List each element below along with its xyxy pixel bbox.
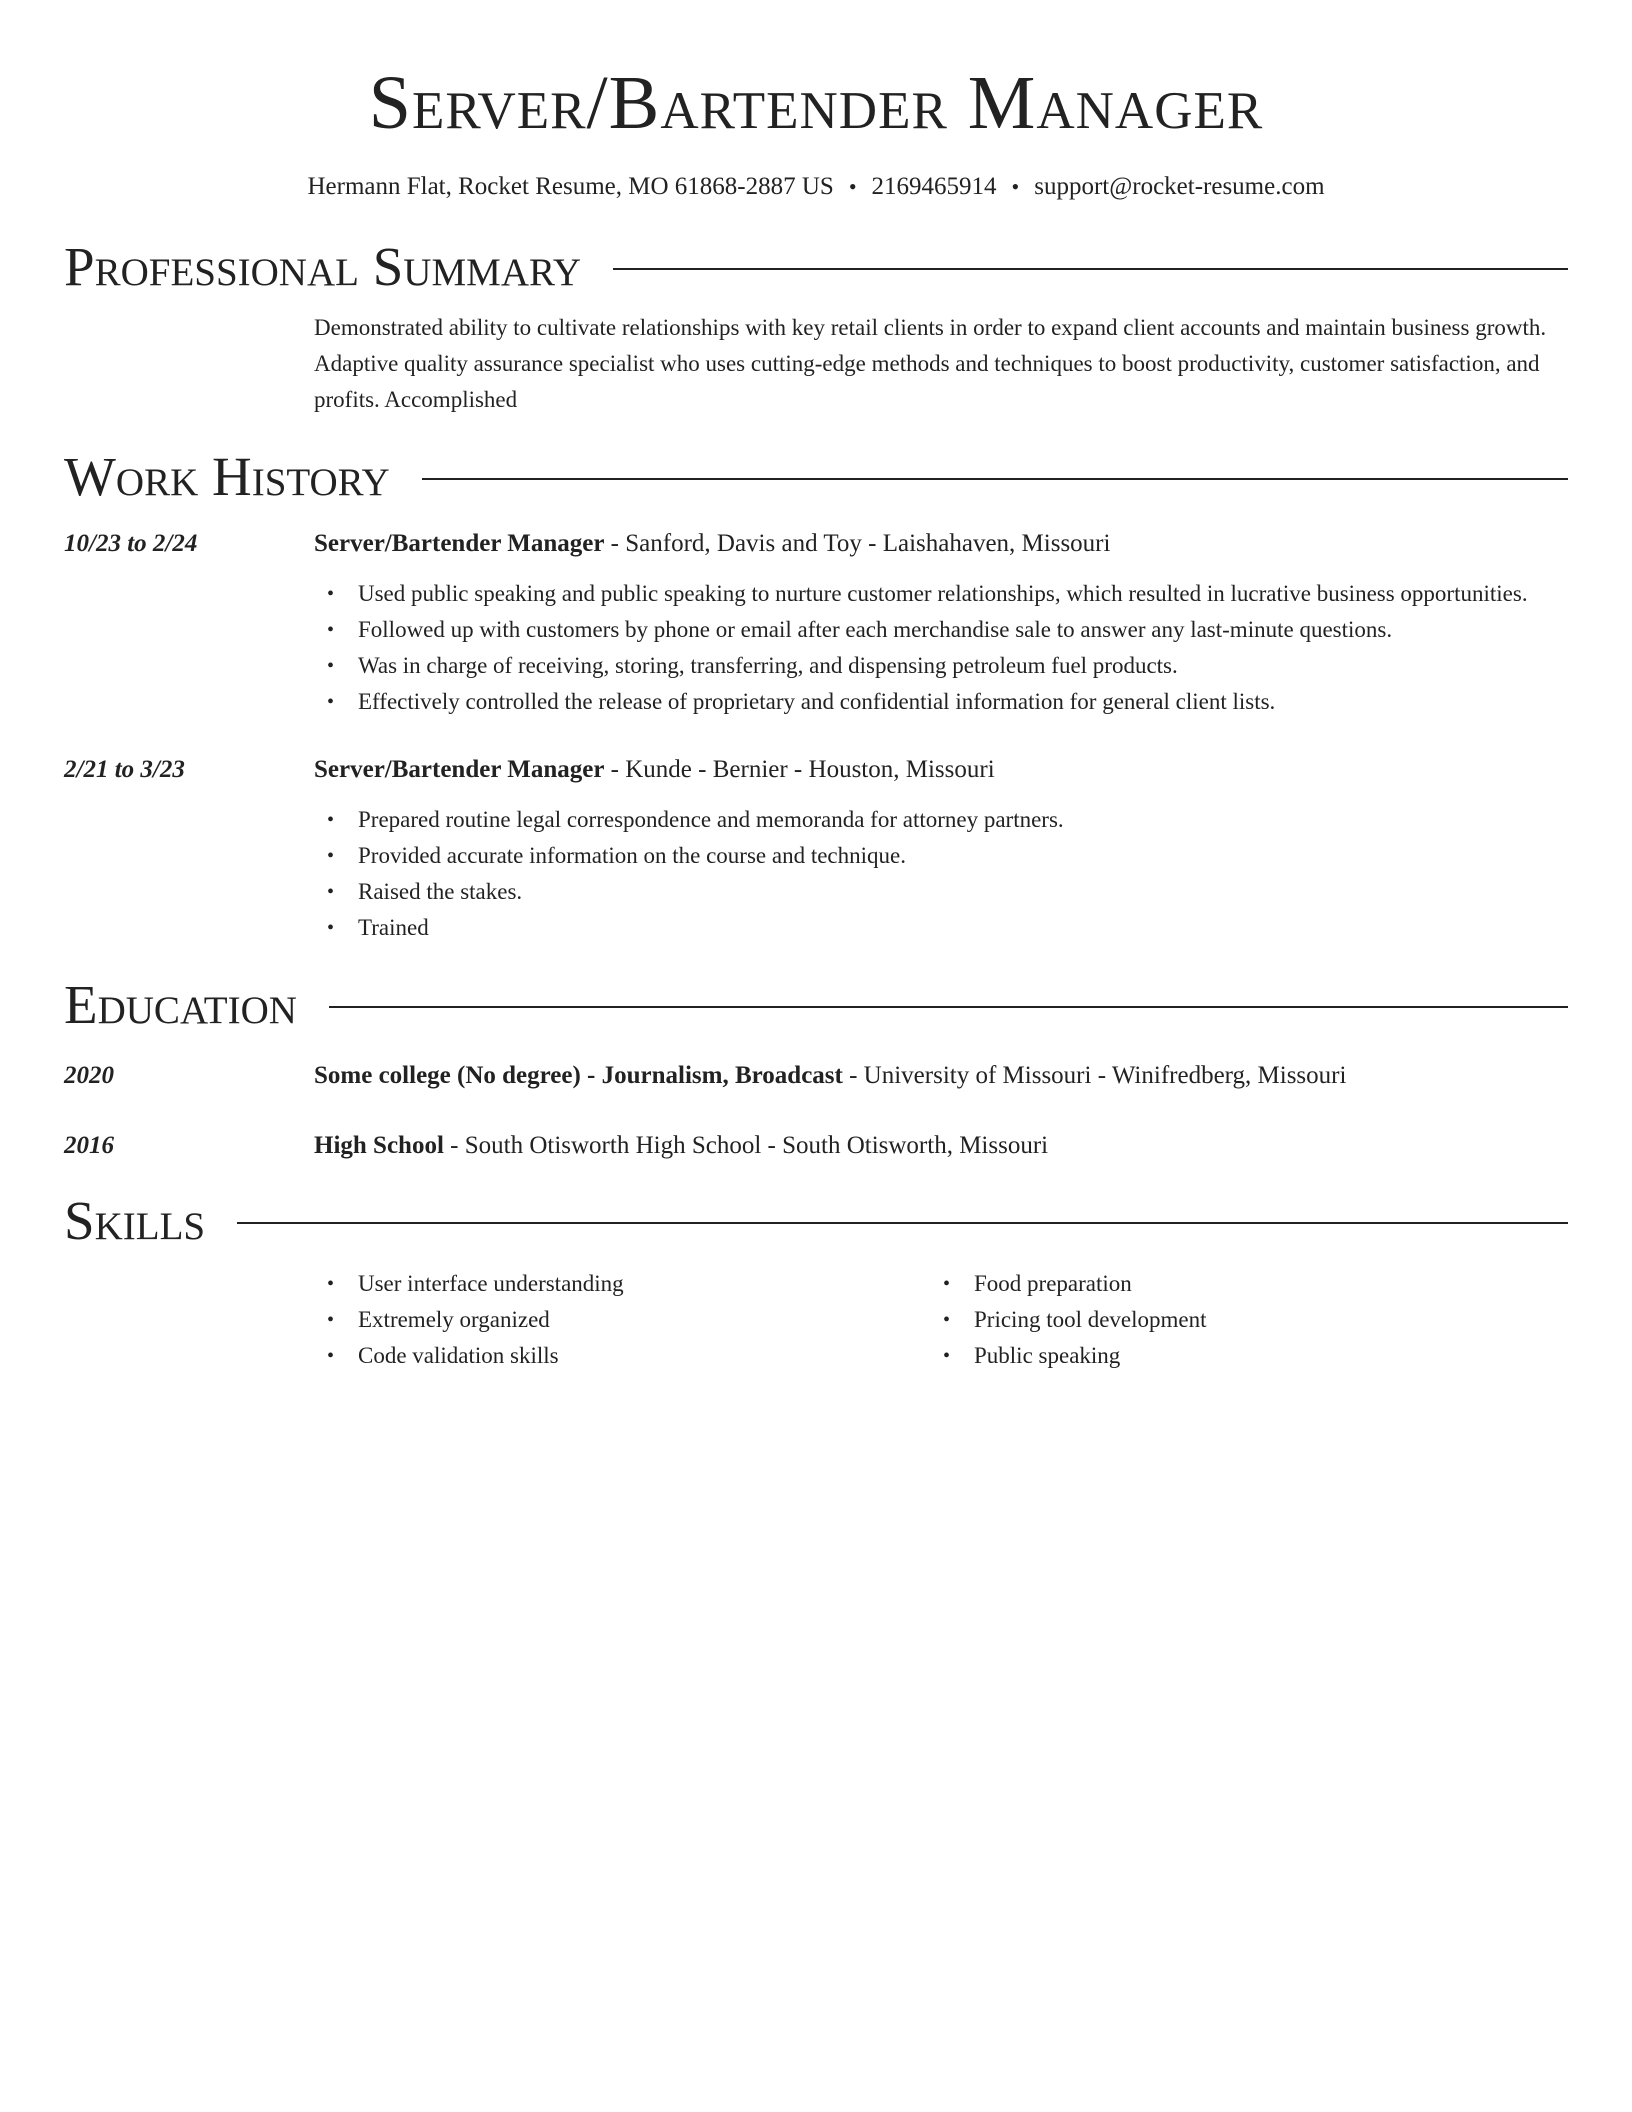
education-line [314, 1128, 1568, 1164]
job-title-line [314, 526, 1568, 562]
skills-title: Skills [64, 1190, 206, 1251]
bullet-icon: • [327, 809, 335, 831]
bullet-icon: • [327, 691, 335, 713]
education-section [64, 972, 1568, 1164]
bullet-icon: • [943, 1345, 951, 1367]
education-entry [64, 1128, 1568, 1164]
list-item [327, 684, 1568, 720]
bullet-icon: • [327, 1273, 335, 1295]
list-item [327, 838, 1568, 874]
resume-name: Server/Bartender Manager [368, 61, 1264, 145]
bullet-text: Used public speaking and public speaking to nurture customer relationships, which resulted in lucrative business opportunities. [358, 581, 1528, 606]
bullet-text: Was in charge of receiving, storing, transferring, and dispensing petroleum fuel products. [358, 653, 1178, 678]
skill-item [327, 1266, 930, 1302]
summary-section [64, 234, 1568, 418]
skills-column-left [314, 1266, 930, 1374]
summary-title: Professional Summary [64, 236, 582, 297]
section-divider [329, 1006, 1568, 1008]
bullet-icon: • [327, 1309, 335, 1331]
job-entry [64, 752, 1568, 946]
bullet-text: Prepared routine legal correspondence and memoranda for attorney partners. [358, 807, 1064, 832]
skill-item [327, 1338, 930, 1374]
section-divider [613, 268, 1568, 270]
section-divider [422, 478, 1568, 480]
job-details: - Sanford, Davis and Toy - Laishahaven, Missouri [604, 530, 1111, 557]
work-history-title: Work History [64, 446, 390, 507]
bullet-text: Effectively controlled the release of proprietary and confidential information for general client lists. [358, 689, 1276, 714]
education-details: - University of Missouri - Winifredberg, Missouri [842, 1062, 1347, 1089]
education-header [64, 972, 1568, 1038]
list-item [327, 648, 1568, 684]
bullet-icon: • [327, 917, 335, 939]
skill-text: Code validation skills [358, 1343, 559, 1368]
bullet-text: Raised the stakes. [358, 879, 523, 904]
job-header [64, 526, 1568, 562]
bullet-icon: • [327, 583, 335, 605]
skill-item [943, 1338, 1546, 1374]
skill-item [943, 1302, 1546, 1338]
bullet-icon: • [943, 1273, 951, 1295]
job-dates: 2/21 to 3/23 [64, 756, 185, 783]
summary-text: Demonstrated ability to cultivate relationships with key retail clients in order to expand client accounts and maintain business growth. Adaptive quality assurance specialist who uses cutting-edge methods and techniques to boost productivity, customer satisfaction, and profits. Accomplished [314, 315, 1547, 412]
education-year: 2016 [64, 1132, 114, 1159]
work-history-header [64, 444, 1568, 510]
job-role: Server/Bartender Manager [314, 756, 605, 783]
skill-text: Food preparation [974, 1271, 1132, 1296]
contact-phone: 2169465914 [871, 173, 997, 200]
bullet-icon: • [327, 655, 335, 677]
bullet-text: Provided accurate information on the course and technique. [358, 843, 906, 868]
contact-email: support@rocket-resume.com [1034, 173, 1325, 200]
job-role: Server/Bartender Manager [314, 530, 605, 557]
job-details: - Kunde - Bernier - Houston, Missouri [604, 756, 995, 783]
contact-separator: • [848, 174, 857, 199]
education-entry [64, 1058, 1568, 1094]
skill-item [327, 1302, 930, 1338]
job-header [64, 752, 1568, 788]
list-item [327, 576, 1568, 612]
job-bullets [314, 802, 1568, 946]
skills-section [64, 1188, 1568, 1374]
contact-separator: • [1011, 174, 1020, 199]
skills-header [64, 1188, 1568, 1254]
section-divider [237, 1222, 1568, 1224]
bullet-text: Trained [358, 915, 429, 940]
skill-item [943, 1266, 1546, 1302]
list-item [327, 612, 1568, 648]
bullet-icon: • [327, 1345, 335, 1367]
job-dates: 10/23 to 2/24 [64, 530, 198, 557]
list-item [327, 910, 1568, 946]
resume-page [64, 0, 1568, 1374]
bullet-icon: • [943, 1309, 951, 1331]
job-entry [64, 526, 1568, 720]
education-year: 2020 [64, 1062, 114, 1089]
skill-text: Pricing tool development [974, 1307, 1207, 1332]
education-degree: High School [314, 1132, 444, 1159]
work-history-section [64, 444, 1568, 946]
list-item [327, 874, 1568, 910]
skill-text: Extremely organized [358, 1307, 550, 1332]
skills-column-right [930, 1266, 1546, 1374]
summary-header [64, 234, 1568, 300]
bullet-icon: • [327, 881, 335, 903]
contact-address: Hermann Flat, Rocket Resume, MO 61868-2887 US [307, 173, 834, 200]
job-bullets [314, 576, 1568, 720]
contact-line [64, 170, 1568, 204]
bullet-text: Followed up with customers by phone or email after each merchandise sale to answer any last-minute questions. [358, 617, 1393, 642]
job-title-line [314, 752, 1568, 788]
education-title: Education [64, 974, 297, 1035]
skill-text: User interface understanding [358, 1271, 624, 1296]
skills-grid [314, 1266, 1568, 1374]
education-details: - South Otisworth High School - South Otisworth, Missouri [443, 1132, 1049, 1159]
bullet-icon: • [327, 845, 335, 867]
bullet-icon: • [327, 619, 335, 641]
education-line [314, 1058, 1568, 1094]
list-item [327, 802, 1568, 838]
skill-text: Public speaking [974, 1343, 1121, 1368]
education-degree: Some college (No degree) - Journalism, Broadcast [314, 1062, 843, 1089]
